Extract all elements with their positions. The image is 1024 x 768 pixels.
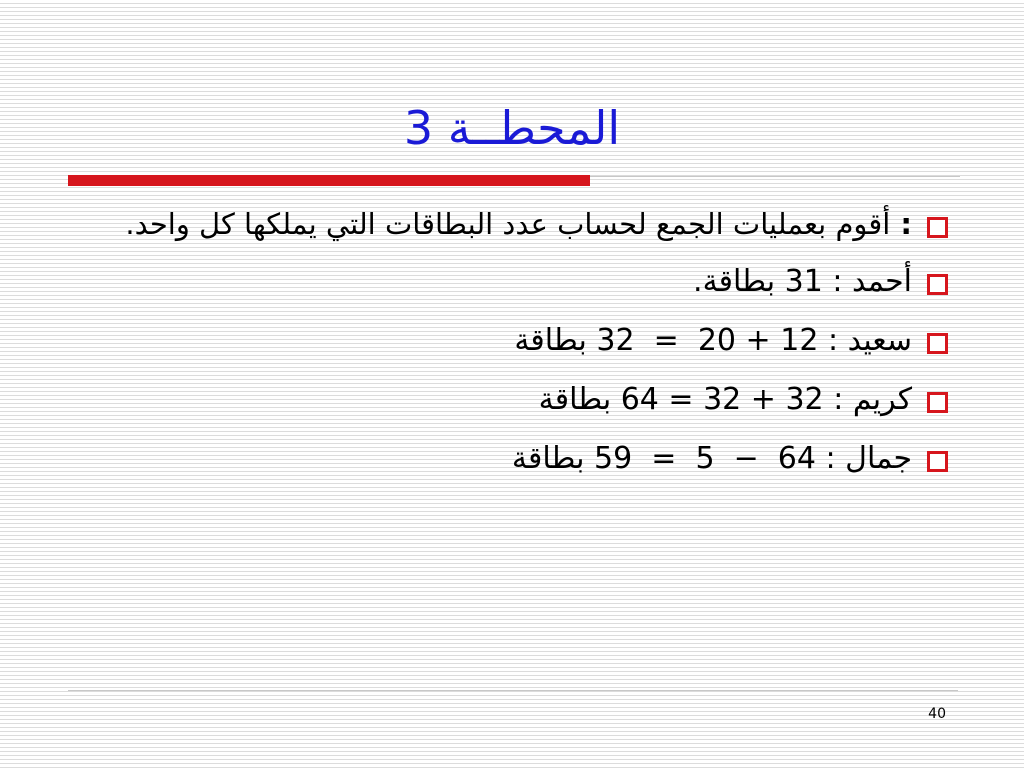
list-item-saeed — [90, 316, 952, 366]
title-divider-thin — [590, 176, 960, 177]
instruction-colon: : — [890, 207, 912, 241]
unit-suffix: بطاقة. — [693, 264, 785, 299]
footer-divider — [68, 690, 958, 691]
slide-title: المحطــة 3 — [403, 101, 621, 155]
name-label: أحمد : — [822, 264, 912, 299]
unit-suffix: بطاقة — [514, 323, 597, 358]
list-item-ahmed — [90, 257, 952, 307]
square-bullet-icon — [927, 217, 948, 238]
list-item-instruction — [90, 200, 952, 248]
square-bullet-icon — [927, 333, 948, 354]
unit-suffix: بطاقة — [511, 441, 594, 476]
name-label: سعيد : — [818, 323, 912, 358]
bullet-list — [90, 200, 952, 493]
instruction-text: أقوم بعمليات الجمع لحساب عدد البطاقات التي يملكها كل واحد. — [125, 207, 891, 241]
equation: 31 — [784, 264, 823, 299]
list-item-karim — [90, 375, 952, 425]
equation: 32 = 20 + 12 — [596, 323, 819, 358]
square-bullet-icon — [927, 451, 948, 472]
title-divider-red — [68, 175, 590, 186]
square-bullet-icon — [927, 274, 948, 295]
equation: 59 = 5 − 64 — [593, 441, 816, 476]
list-item-jamal — [90, 434, 952, 484]
name-label: جمال : — [815, 441, 912, 476]
page-number: 40 — [928, 706, 946, 722]
equation: 64 = 32 + 32 — [620, 382, 824, 417]
unit-suffix: بطاقة — [538, 382, 621, 417]
name-label: كريم : — [823, 382, 912, 417]
square-bullet-icon — [927, 392, 948, 413]
